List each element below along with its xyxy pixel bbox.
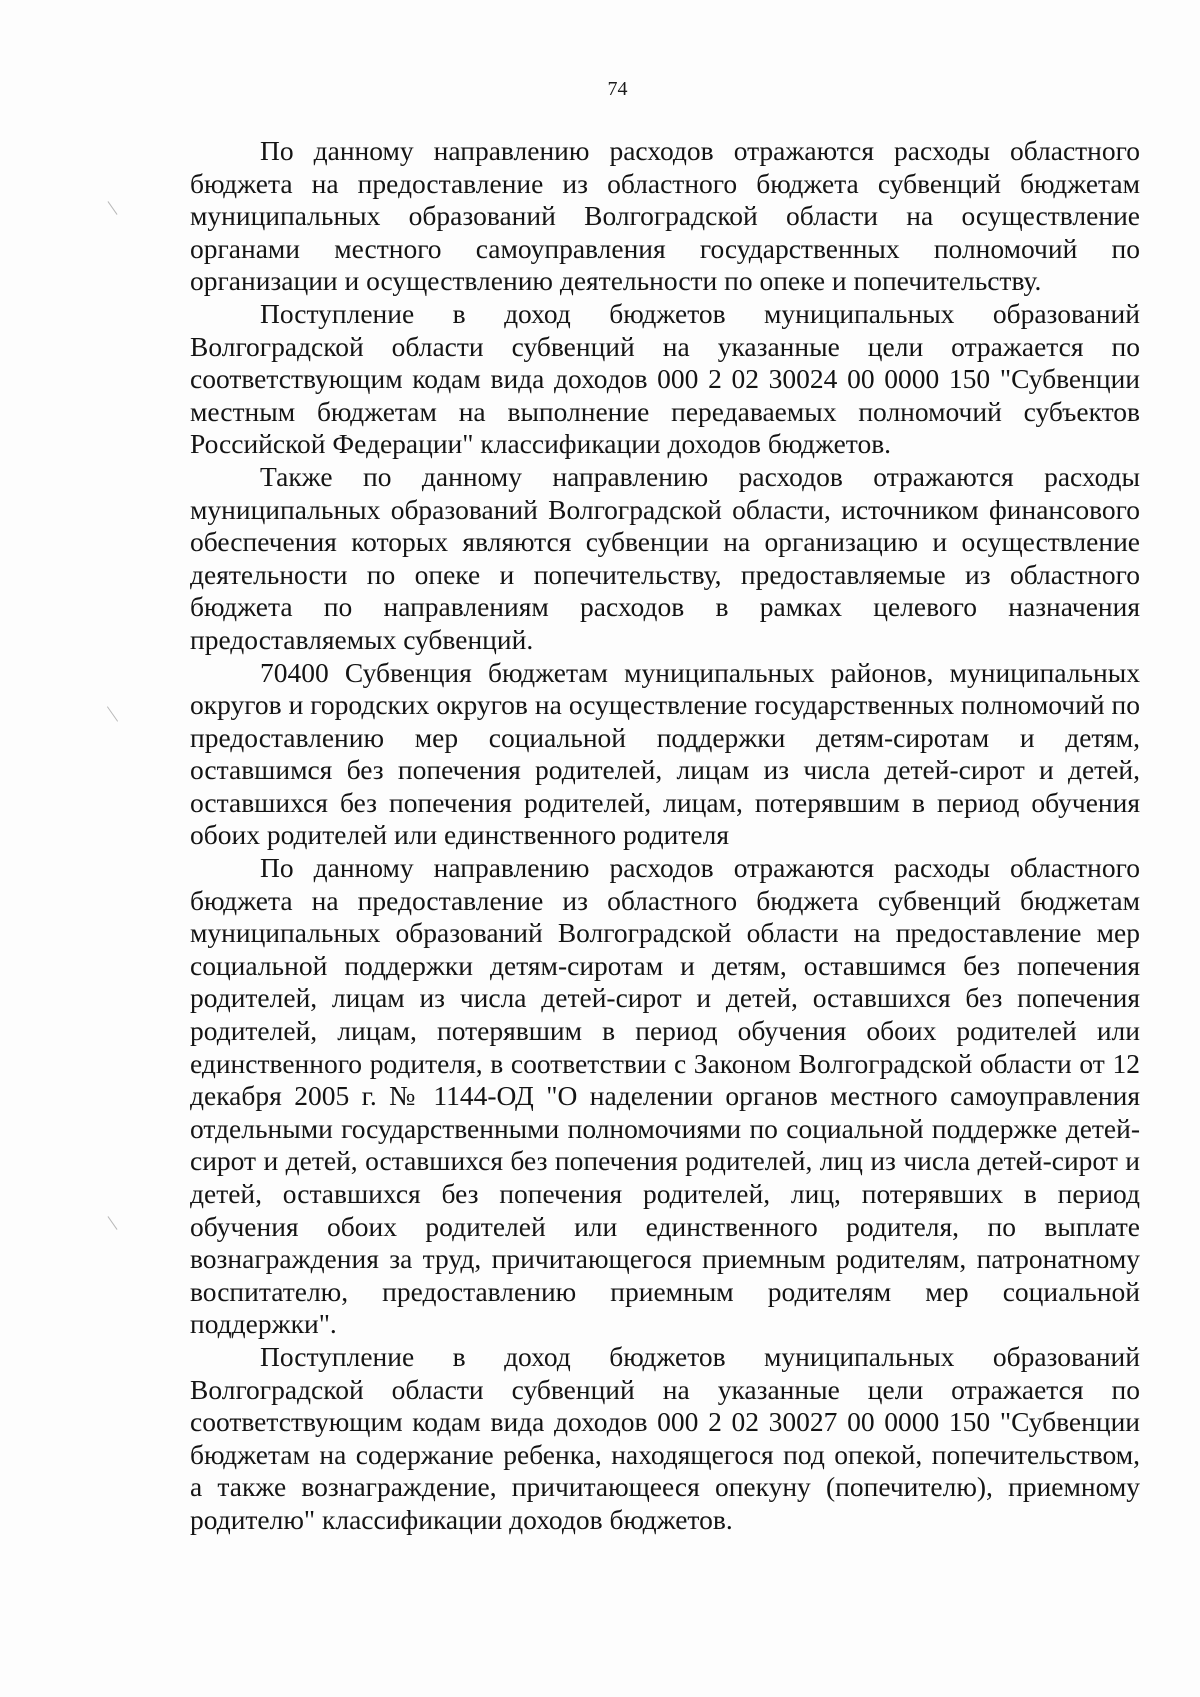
- paragraph: Также по данному направлению расходов отражаются расходы муниципальных образований Волгоградской области, источником финансового обеспечения которых являются субвенции на организацию и осуществление деятельности по опеке и попечительству, предоставляемые из областного бюджета по направлениям расходов в рамках целевого назначения предоставляемых субвенций.: [190, 460, 1140, 655]
- paragraph: По данному направлению расходов отражаются расходы областного бюджета на предоставление из областного бюджета субвенций бюджетам муниципальных образований Волгоградской области на предоставление мер социальной поддержки детям-сиротам и детям, оставшимся без попечения родителей, лицам из числа детей-сирот и детей, оставшихся без попечения родителей, лицам, потерявшим в период обучения обоих родителей или единственного родителя, в соответствии с Законом Волгоградской области от 12 декабря 2005 г. № 1144-ОД "О наделении органов местного самоуправления отдельными государственными полномочиями по социальной поддержке детей-сирот и детей, оставшихся без попечения родителей, лиц из числа детей-сирот и детей, оставшихся без попечения родителей, лиц, потерявших в период обучения обоих родителей или единственного родителя, по выплате вознаграждения за труд, причитающегося приемным родителям, патронатному воспитателю, предоставлению приемным родителям мер социальной поддержки".: [190, 852, 1140, 1340]
- paragraph: Поступление в доход бюджетов муниципальных образований Волгоградской области субвенций на указанные цели отражается по соответствующим кодам вида доходов 000 2 02 30024 00 0000 150 "Субвенции местным бюджетам на выполнение передаваемых полномочий субъектов Российской Федерации" классификации доходов бюджетов.: [190, 297, 1140, 460]
- document-body: [190, 135, 1140, 1537]
- paragraph: Поступление в доход бюджетов муниципальных образований Волгоградской области субвенций на указанные цели отражается по соответствующим кодам вида доходов 000 2 02 30027 00 0000 150 "Субвенции бюджетам на содержание ребенка, находящегося под опекой, попечительством, а также вознаграждение, причитающееся опекуну (попечителю), приемному родителю" классификации доходов бюджетов.: [190, 1340, 1140, 1535]
- scan-artifact-mark: [107, 706, 118, 721]
- scan-artifact-mark: [108, 1216, 118, 1230]
- page-number: 74: [607, 78, 628, 100]
- paragraph: По данному направлению расходов отражаются расходы областного бюджета на предоставление из областного бюджета субвенций бюджетам муниципальных образований Волгоградской области на осуществление органами местного самоуправления государственных полномочий по организации и осуществлению деятельности по опеке и попечительству.: [190, 135, 1140, 297]
- scan-artifact-mark: [108, 201, 118, 215]
- paragraph: 70400 Субвенция бюджетам муниципальных районов, муниципальных округов и городских округов на осуществление государственных полномочий по предоставлению мер социальной поддержки детям-сиротам и детям, оставшимся без попечения родителей, лицам из числа детей-сирот и детей, оставшихся без попечения родителей, лицам, потерявшим в период обучения обоих родителей или единственного родителя: [190, 656, 1140, 851]
